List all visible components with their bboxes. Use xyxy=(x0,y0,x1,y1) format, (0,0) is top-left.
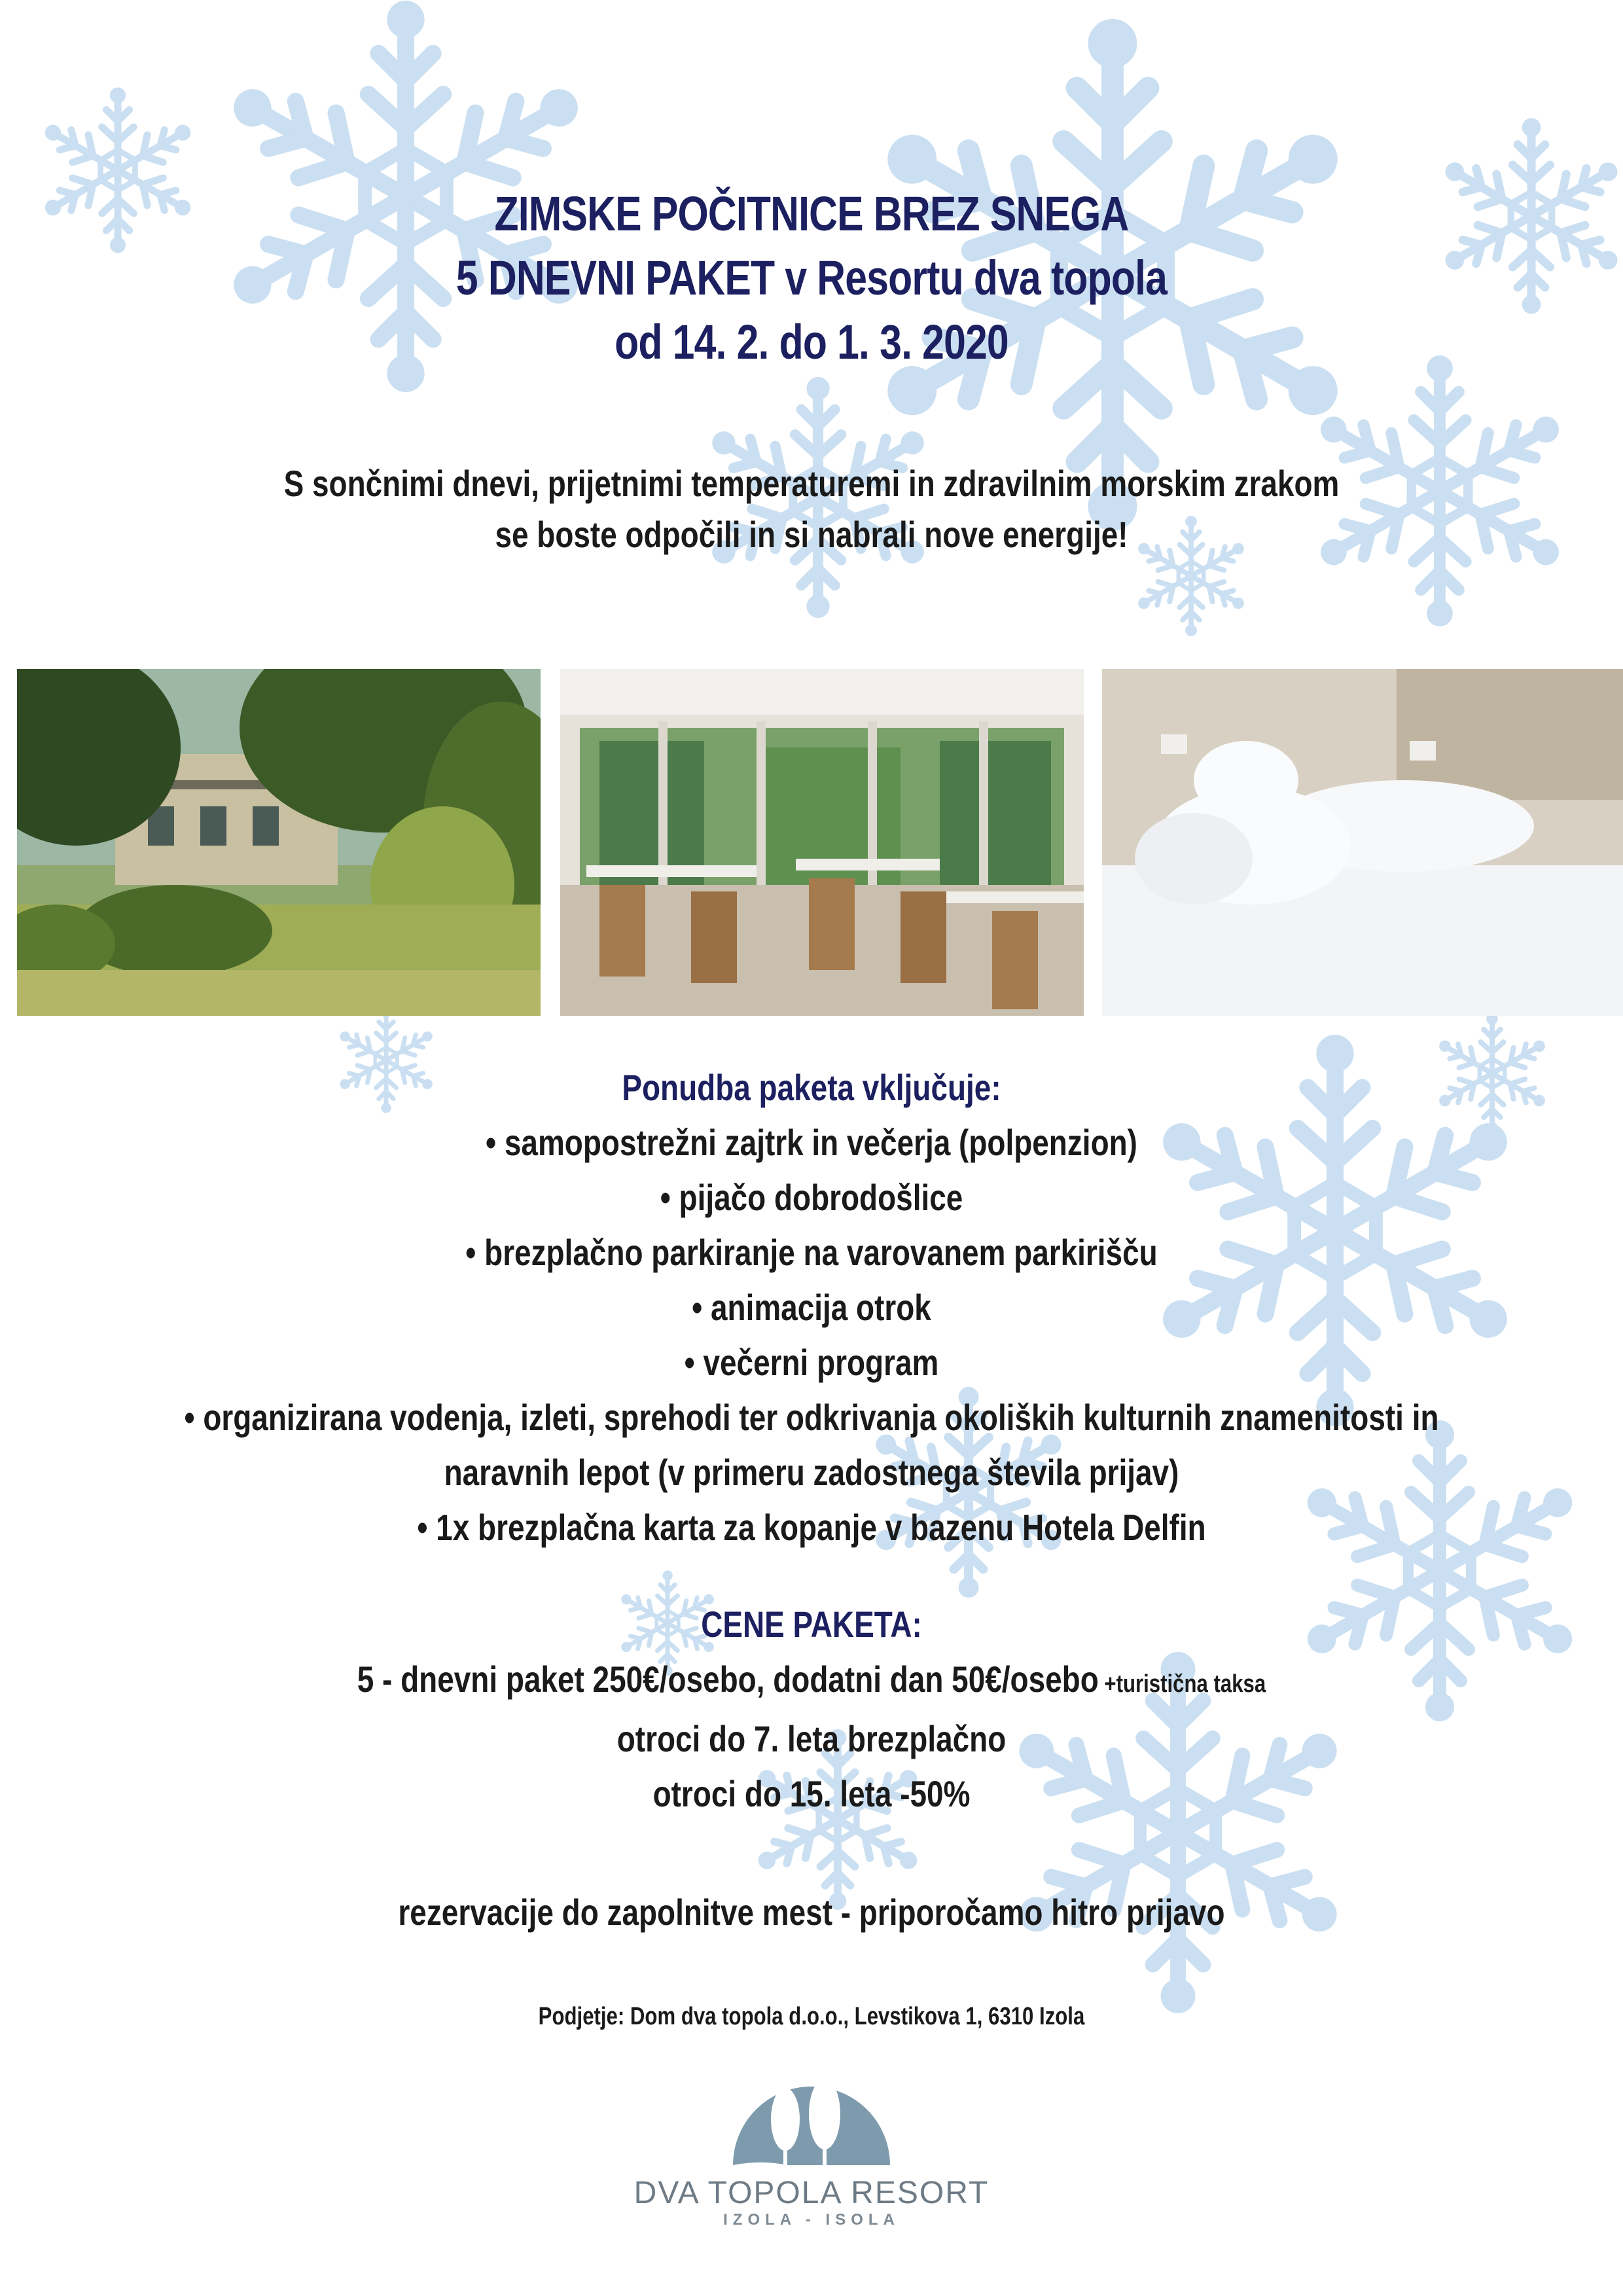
intro-line-2: se boste odpočili in si nabrali nove energije! xyxy=(495,514,1128,555)
company-info: Podjetje: Dom dva topola d.o.o., Levstikova 1, 6310 Izola xyxy=(538,2003,1085,2030)
title-line-3: od 14. 2. do 1. 3. 2020 xyxy=(615,315,1008,369)
title-line-1: ZIMSKE POČITNICE BREZ SNEGA xyxy=(494,187,1129,241)
price-line-1 xyxy=(146,1652,1477,1712)
price-line-3: otroci do 15. leta -50% xyxy=(652,1773,971,1814)
price-line-2: otroci do 7. leta brezplačno xyxy=(616,1718,1007,1759)
reservation-note: rezervacije do zapolnitve mest - priporočamo hitro prijavo xyxy=(398,1892,1225,1933)
logo-subtitle: IZOLA - ISOLA xyxy=(723,2211,900,2229)
package-item: • pijačo dobrodošlice xyxy=(660,1177,963,1218)
title-line-2: 5 DNEVNI PAKET v Resortu dva topola xyxy=(455,251,1168,305)
intro-line-1: S sončnimi dnevi, prijetnimi temperaturemi in zdravilnim morskim zrakom xyxy=(283,463,1340,504)
package-item: • 1x brezplačna karta za kopanje v bazenu Hotela Delfin xyxy=(417,1507,1206,1548)
photo-bed xyxy=(1102,669,1623,1016)
package-heading: Ponudba paketa vključuje: xyxy=(622,1067,1001,1108)
price-main: 5 - dnevni paket 250€/osebo, dodatni dan 50€/osebo xyxy=(357,1659,1099,1700)
resort-logo xyxy=(0,2060,1623,2229)
package-item: • samopostrežni zajtrk in večerja (polpenzion) xyxy=(486,1122,1137,1163)
tourist-tax-note: +turistična taksa xyxy=(1098,1670,1266,1698)
package-item: • organizirana vodenja, izleti, sprehodi ter odkrivanja okoliških kulturnih znamenitosti in xyxy=(184,1397,1439,1438)
photo-garden xyxy=(17,669,541,1016)
package-item: • brezplačno parkiranje na varovanem parkirišču xyxy=(465,1232,1158,1273)
package-item-continued: naravnih lepot (v primeru zadostnega števila prijav) xyxy=(444,1452,1179,1493)
package-item: • animacija otrok xyxy=(692,1287,931,1328)
package-item: • večerni program xyxy=(684,1342,939,1383)
logo-name: DVA TOPOLA RESORT xyxy=(633,2176,990,2210)
photo-restaurant xyxy=(560,669,1084,1016)
prices-heading: CENE PAKETA: xyxy=(701,1604,922,1645)
poplar-trees-icon xyxy=(726,2060,897,2172)
